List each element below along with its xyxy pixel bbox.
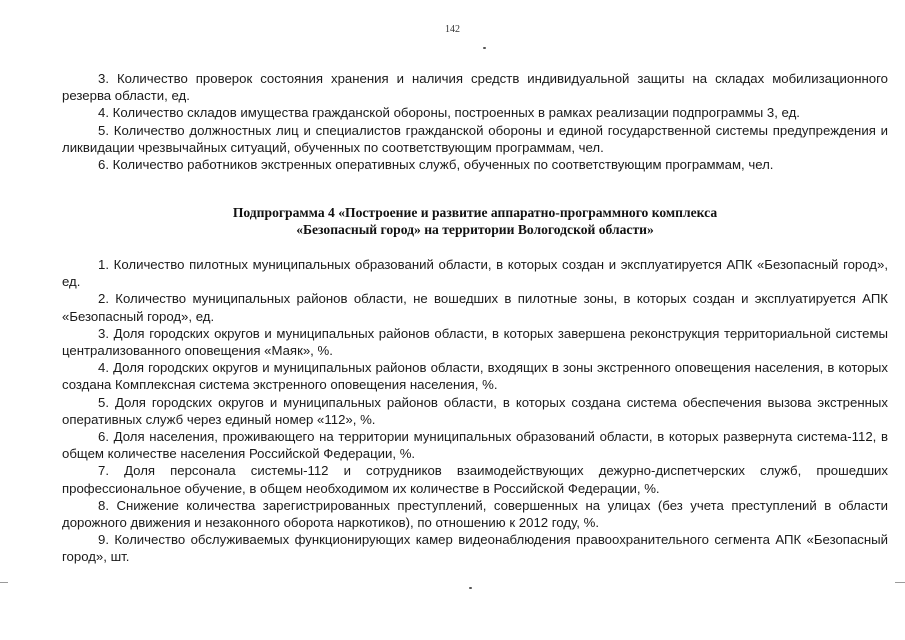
list-item: 4. Количество складов имущества гражданской обороны, построенных в рамках реализации подпрограммы 3, ед. <box>98 105 800 121</box>
list-item: 1. Количество пилотных муниципальных образований области, в которых создан и эксплуатируется АПК «Безопасный город», ед. <box>62 257 888 290</box>
subprogram-heading-line-2: «Безопасный город» на территории Вологодской области» <box>296 222 654 237</box>
list-item: 5. Доля городских округов и муниципальных районов области, в которых создана система обеспечения вызова экстренных оперативных служб через единый номер «112», %. <box>62 394 888 427</box>
list-item: 3. Количество проверок состояния хранения и наличия средств индивидуальной защиты на складах мобилизационного резерва области, ед. <box>62 71 888 104</box>
list-item: 6. Количество работников экстренных оперативных служб, обученных по соответствующим программам, чел. <box>98 157 774 173</box>
subprogram-heading <box>62 204 888 238</box>
scan-edge-mark-left <box>0 582 8 583</box>
list-item: 5. Количество должностных лиц и специалистов гражданской обороны и единой государственной системы предупреждения и ликвидации чрезвычайных ситуаций, обученных по соответствующим программам, чел. <box>62 122 888 155</box>
list-item: 9. Количество обслуживаемых функционирующих камер видеонаблюдения правоохранительного сегмента АПК «Безопасный город», шт. <box>62 532 888 565</box>
scan-speck <box>483 47 486 49</box>
list-item: 2. Количество муниципальных районов области, не вошедших в пилотные зоны, в которых создан и эксплуатируется АПК «Безопасный город», ед. <box>62 291 888 324</box>
list-item: 8. Снижение количества зарегистрированных преступлений, совершенных на улицах (без учета преступлений в области дорожного движения и незаконного оборота наркотиков), по отношению к 2012 году, %. <box>62 497 888 531</box>
list-item: 7. Доля персонала системы-112 и сотрудников взаимодействующих дежурно-диспетчерских служб, прошедших профессиональное обучение, в общем необходимом их количестве в Российской Федерации, %. <box>62 463 888 496</box>
list-item: 6. Доля населения, проживающего на территории муниципальных образований области, в которых развернута система-112, в общем количестве населения Российской Федерации, %. <box>62 429 888 462</box>
indicator-list-subprogram-4 <box>62 256 888 566</box>
list-item: 4. Доля городских округов и муниципальных районов области, входящих в зоны экстренного оповещения населения, в которых создана Комплексная система экстренного оповещения населения, %. <box>62 360 888 393</box>
subprogram-heading-line-1: Подпрограмма 4 «Построение и развитие аппаратно-программного комплекса <box>232 205 718 220</box>
indicator-list-subprogram-3 <box>62 70 888 173</box>
page-number: 142 <box>445 24 460 35</box>
scan-edge-mark-right <box>895 582 905 583</box>
list-item: 3. Доля городских округов и муниципальных районов области, в которых завершена реконструкция территориальной системы централизованного оповещения «Маяк», %. <box>62 325 888 359</box>
scan-speck <box>469 587 472 589</box>
